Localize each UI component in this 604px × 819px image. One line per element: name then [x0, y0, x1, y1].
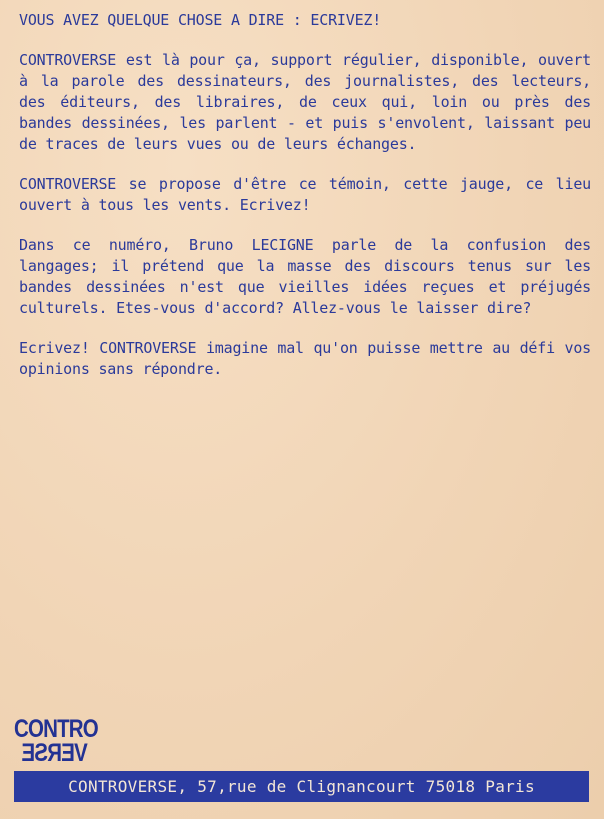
paragraph-1: CONTROVERSE est là pour ça, support régulier, disponible, ouvert à la parole des dessinateurs, des journalistes, des lecteurs, des éditeurs, des libraires, de ceux qui, loin ou près des bandes dessinées, les parlent - et puis s'envolent, laissant peu de traces de leurs vues ou de leurs échanges.	[19, 51, 591, 153]
controverse-logo	[14, 716, 96, 772]
page-heading: VOUS AVEZ QUELQUE CHOSE A DIRE : ECRIVEZ!	[19, 11, 382, 29]
address-band	[14, 771, 589, 802]
logo-top-text: CONTRO	[14, 715, 98, 743]
paragraph-4: Ecrivez! CONTROVERSE imagine mal qu'on puisse mettre au défi vos opinions sans répondre.	[19, 339, 591, 378]
logo-bottom-mirrored-text: VERSE	[22, 739, 88, 767]
paragraph-2: CONTROVERSE se propose d'être ce témoin, cette jauge, ce lieu ouvert à tous les vents. Ecrivez!	[19, 175, 591, 214]
footer-address: CONTROVERSE, 57,rue de Clignancourt 75018 Paris	[68, 777, 535, 796]
paragraph-3: Dans ce numéro, Bruno LECIGNE parle de la confusion des langages; il prétend que la masse des discours tenus sur les bandes dessinées n'est que vieilles idées reçues et préjugés culturels. Etes-vous d'accord? Allez-vous le laisser dire?	[19, 236, 591, 317]
page-content	[19, 10, 591, 399]
